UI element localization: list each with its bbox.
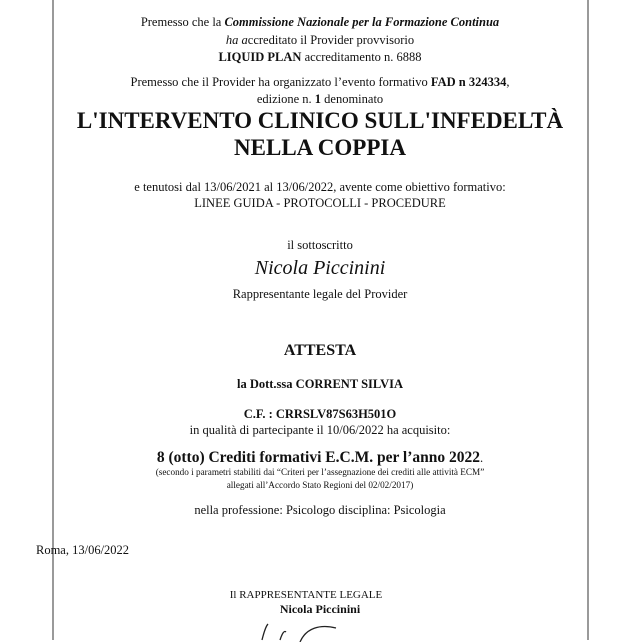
participation-text: in qualità di partecipante il 10/06/2022 ha acquisito: <box>189 423 451 437</box>
credits-note-line-2: allegati all’Accordo Stato Regioni del 02/02/2017) <box>226 480 414 490</box>
edition-line <box>0 91 640 107</box>
provider-name: LIQUID PLAN <box>218 50 302 64</box>
event-title-line-1: L'INTERVENTO CLINICO SULL'INFEDELTÀ <box>76 108 564 133</box>
edition-suffix: denominato <box>321 92 384 106</box>
accreditation-number: accreditamento n. 6888 <box>301 50 422 64</box>
event-suffix: , <box>506 75 510 89</box>
legal-rep-name: Nicola Piccinini <box>279 602 361 616</box>
commission-name: Commissione Nazionale per la Formazione Continua <box>224 15 500 29</box>
intro-line-1 <box>0 14 640 30</box>
signatory-role: Rappresentante legale del Provider <box>232 287 408 301</box>
event-title-line-2: NELLA COPPIA <box>234 135 406 160</box>
signature-image <box>240 622 390 642</box>
event-dates: e tenutosi dal 13/06/2021 al 13/06/2022, avente come obiettivo formativo: <box>134 180 506 194</box>
profession-text: nella professione: Psicologo disciplina: Psicologia <box>194 503 446 517</box>
place-date: Roma, 13/06/2022 <box>36 543 130 557</box>
recipient-name: la Dott.ssa CORRENT SILVIA <box>236 377 403 391</box>
signatory-name: Nicola Piccinini <box>254 257 386 279</box>
signatory-label: il sottoscritto <box>287 238 353 252</box>
intro-rest: ccreditato il Provider provvisorio <box>247 33 415 47</box>
event-prefix: Premesso che il Provider ha organizzato l’evento formativo <box>130 75 431 89</box>
attesta-heading: ATTESTA <box>283 342 357 359</box>
event-objective: LINEE GUIDA - PROTOCOLLI - PROCEDURE <box>194 196 446 210</box>
intro-italic: ha a <box>225 33 248 47</box>
fiscal-code: C.F. : CRRSLV87S63H501O <box>243 407 397 421</box>
intro-line-3 <box>0 49 640 65</box>
credits-suffix: . <box>480 451 484 465</box>
edition-prefix: edizione n. <box>256 92 315 106</box>
credits-text: 8 (otto) Crediti formativi E.C.M. per l’anno 2022 <box>156 449 481 466</box>
legal-rep-label: Il RAPPRESENTANTE LEGALE <box>229 589 383 601</box>
intro-prefix: Premesso che la <box>140 15 225 29</box>
credits-note-line-1: (secondo i parametri stabiliti dai “Criteri per l’assegnazione dei crediti alle attività ECM” <box>155 467 485 477</box>
intro-line-2 <box>0 32 640 48</box>
edition-number: 1 <box>314 92 322 106</box>
fad-number: FAD n 324334 <box>430 75 507 89</box>
event-line-1 <box>0 74 640 90</box>
credits-line <box>0 449 640 467</box>
